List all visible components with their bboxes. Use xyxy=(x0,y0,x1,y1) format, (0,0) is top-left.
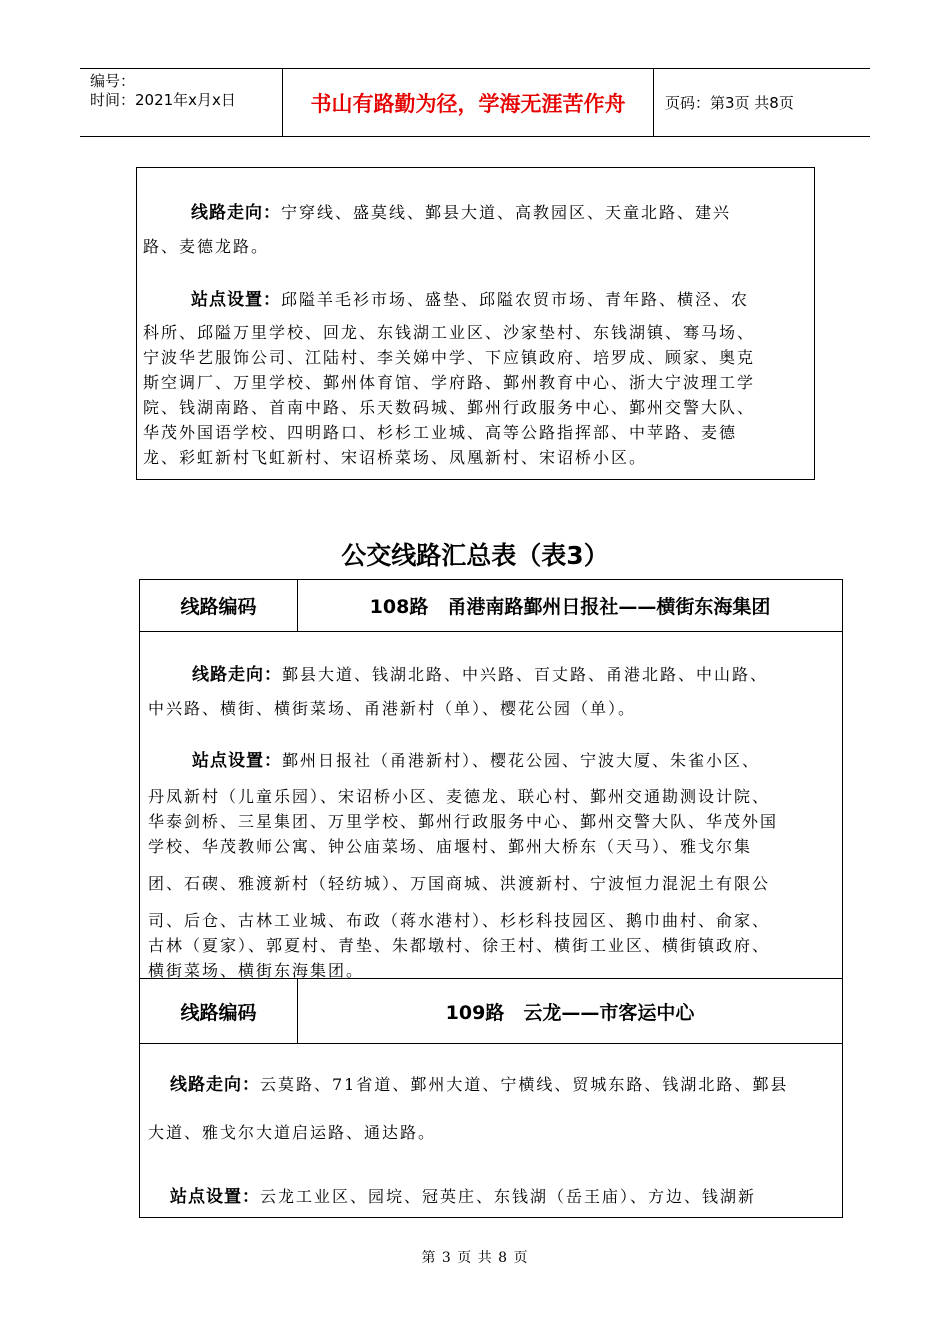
stops-line: 学校、华茂教师公寓、钟公庙菜场、庙堰村、鄞州大桥东（天马）、雅戈尔集 xyxy=(148,837,753,856)
route-name: 109路 云龙——市客运中心 xyxy=(445,1001,695,1024)
document-date-label: 时间：2021年x月x日 xyxy=(90,91,236,109)
stops-line: 宁波华艺服饰公司、江陆村、李关娣中学、下应镇政府、培罗成、顾家、奥克 xyxy=(143,348,756,367)
stops-line: 斯空调厂、万里学校、鄞州体育馆、学府路、鄞州教育中心、浙大宁波理工学 xyxy=(143,373,756,392)
stops-line: 邱隘羊毛衫市场、盛垫、邱隘农贸市场、青年路、横泾、农 xyxy=(281,290,750,309)
stops-line: 古林（夏家）、郭夏村、青垫、朱都墩村、徐王村、横街工业区、横街镇政府、 xyxy=(148,936,771,955)
stops-label: 站点设置： xyxy=(191,290,281,310)
stops-paragraph xyxy=(137,168,816,481)
stops-line: 丹凤新村（儿童乐园）、宋诏桥小区、麦德龙、联心村、鄞州交通勘测设计院、 xyxy=(148,787,771,806)
page-header xyxy=(80,68,870,137)
table-title: 公交线路汇总表（表3） xyxy=(341,541,609,570)
route-name: 108路 甬港南路鄞州日报社——横街东海集团 xyxy=(369,596,771,618)
stops-line: 云龙工业区、园垸、冠英庄、东钱湖（岳王庙）、方边、钱湖新 xyxy=(260,1187,757,1206)
header-motto: 书山有路勤为径，学海无涯苦作舟 xyxy=(282,69,654,136)
stops-label: 站点设置： xyxy=(192,751,282,771)
stops-line: 鄞州日报社（甬港新村）、樱花公园、宁波大厦、朱雀小区、 xyxy=(282,751,761,770)
route-code-label: 线路编码 xyxy=(180,596,257,618)
route-direction-line: 宁穿线、盛莫线、鄞县大道、高教园区、天童北路、建兴 xyxy=(281,203,732,222)
route-direction-line: 路、麦德龙路。 xyxy=(143,237,270,256)
route-direction-label: 线路走向： xyxy=(170,1075,260,1095)
route-continuation-box xyxy=(136,167,815,480)
route-direction-line: 大道、雅戈尔大道启运路、通达路。 xyxy=(148,1123,437,1142)
route-109-detail xyxy=(140,580,842,1217)
stops-line: 院、钱湖南路、首南中路、乐天数码城、鄞州行政服务中心、鄞州交警大队、 xyxy=(143,398,756,417)
page-footer: 第 3 页 共 8 页 xyxy=(421,1250,529,1266)
stops-line: 横街菜场、横街东海集团。 xyxy=(148,961,365,980)
route-direction-label: 线路走向： xyxy=(191,203,281,223)
bus-route-table xyxy=(139,579,843,1218)
stops-line: 华茂外国语学校、四明路口、杉杉工业城、高等公路指挥部、中苹路、麦德 xyxy=(143,423,738,442)
stops-line: 科所、邱隘万里学校、回龙、东钱湖工业区、沙家垫村、东钱湖镇、骞马场、 xyxy=(143,323,756,342)
stops-label: 站点设置： xyxy=(170,1187,260,1207)
route-direction-line: 中兴路、横街、横街菜场、甬港新村（单）、樱花公园（单）。 xyxy=(148,699,637,718)
stops-line: 龙、彩虹新村飞虹新村、宋诏桥菜场、凤凰新村、宋诏桥小区。 xyxy=(143,448,648,467)
stops-line: 团、石碶、雅渡新村（轻纺城）、万国商城、洪渡新村、宁波恒力混泥土有限公 xyxy=(148,874,771,893)
stops-line: 华泰剑桥、三星集团、万里学校、鄞州行政服务中心、鄞州交警大队、华茂外国 xyxy=(148,812,779,831)
header-page-number: 页码：第3页 共8页 xyxy=(665,94,794,112)
document-number-label: 编号： xyxy=(90,72,136,90)
route-direction-line: 云莫路、71省道、鄞州大道、宁横线、贸城东路、钱湖北路、鄞县 xyxy=(260,1075,789,1094)
route-direction-line: 鄞县大道、钱湖北路、中兴路、百丈路、甬港北路、中山路、 xyxy=(282,665,769,684)
route-direction-label: 线路走向： xyxy=(192,665,282,685)
stops-line: 司、后仓、古林工业城、布政（蒋水港村）、杉杉科技园区、鹅巾曲村、俞家、 xyxy=(148,911,771,930)
route-code-label: 线路编码 xyxy=(180,1001,257,1024)
header-meta xyxy=(80,69,282,136)
